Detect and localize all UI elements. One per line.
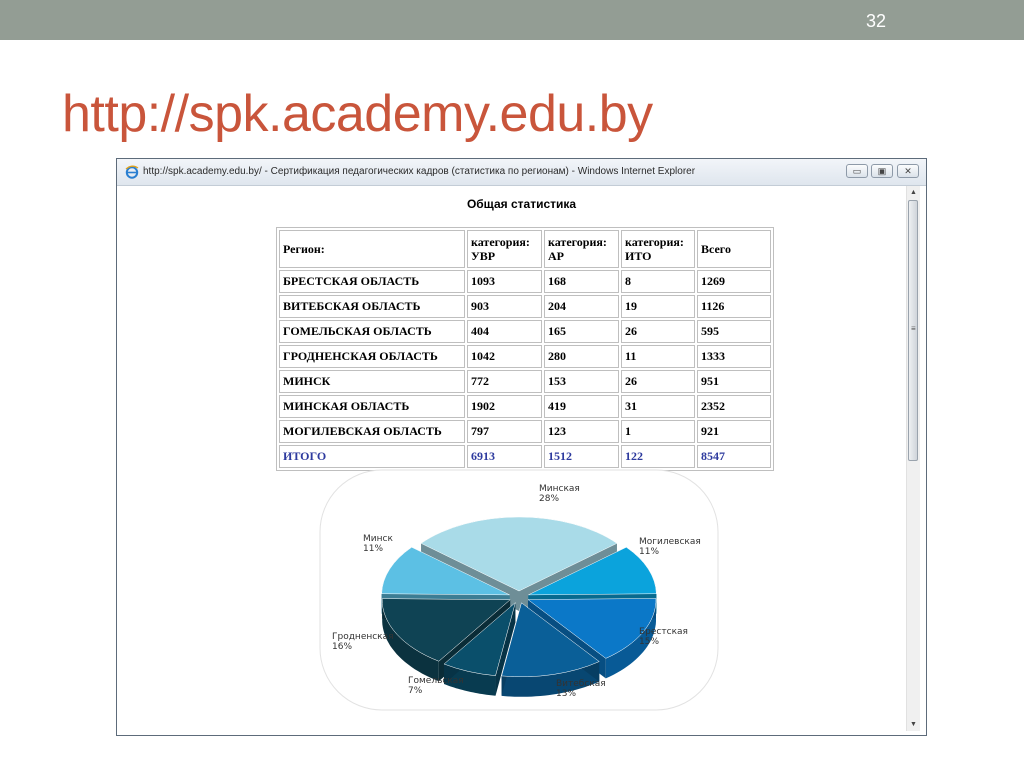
slice-percent: 16% (332, 642, 353, 652)
total-label: ИТОГО (279, 445, 465, 468)
value-cell: 153 (544, 370, 619, 393)
value-cell: 772 (467, 370, 542, 393)
browser-title: http://spk.academy.edu.by/ - Сертификация педагогических кадров (статистика по регионам) - Windows Internet Explorer (143, 166, 696, 177)
value-cell: 1093 (467, 270, 542, 293)
value-cell: 204 (544, 295, 619, 318)
table-total-row (279, 445, 771, 468)
slice-label: Минск (363, 534, 393, 544)
slice-percent: 28% (539, 494, 560, 504)
header-uvr: категория: УВР (467, 230, 542, 268)
slice-label: Гомельская (408, 676, 464, 686)
scroll-thumb[interactable] (908, 200, 918, 461)
value-cell: 19 (621, 295, 695, 318)
slice-label: Могилевская (639, 537, 701, 547)
header-ar: категория: АР (544, 230, 619, 268)
table-row (279, 270, 771, 293)
region-cell: ГОМЕЛЬСКАЯ ОБЛАСТЬ (279, 320, 465, 343)
slice-percent: 15% (639, 637, 660, 647)
region-cell: ВИТЕБСКАЯ ОБЛАСТЬ (279, 295, 465, 318)
slice-percent: 11% (363, 544, 384, 554)
value-cell: 31 (621, 395, 695, 418)
minimize-icon[interactable]: ▭ (846, 164, 868, 178)
maximize-icon[interactable]: ▣ (871, 164, 893, 178)
table-row (279, 420, 771, 443)
value-cell: 8 (621, 270, 695, 293)
close-icon[interactable]: ✕ (897, 164, 919, 178)
value-cell: 951 (697, 370, 771, 393)
total-cell: 1512 (544, 445, 619, 468)
value-cell: 1333 (697, 345, 771, 368)
value-cell: 165 (544, 320, 619, 343)
slide-header-bar (0, 0, 1024, 40)
page-content (123, 186, 907, 734)
region-cell: ГРОДНЕНСКАЯ ОБЛАСТЬ (279, 345, 465, 368)
slice-percent: 7% (408, 686, 423, 696)
slide-number: 32 (865, 11, 886, 31)
scroll-down-icon[interactable]: ▼ (910, 721, 917, 728)
value-cell: 1126 (697, 295, 771, 318)
total-cell: 8547 (697, 445, 771, 468)
value-cell: 1042 (467, 345, 542, 368)
value-cell: 1 (621, 420, 695, 443)
total-cell: 6913 (467, 445, 542, 468)
value-cell: 921 (697, 420, 771, 443)
browser-window (116, 158, 927, 736)
value-cell: 11 (621, 345, 695, 368)
value-cell: 26 (621, 320, 695, 343)
value-cell: 595 (697, 320, 771, 343)
browser-titlebar (117, 159, 926, 186)
header-ito: категория: ИТО (621, 230, 695, 268)
slice-label: Минская (539, 484, 580, 494)
table-row (279, 345, 771, 368)
value-cell: 280 (544, 345, 619, 368)
value-cell: 404 (467, 320, 542, 343)
value-cell: 419 (544, 395, 619, 418)
slice-label: Витебская (556, 679, 606, 689)
region-cell: МИНСКАЯ ОБЛАСТЬ (279, 395, 465, 418)
ie-icon (125, 165, 139, 179)
region-cell: БРЕСТСКАЯ ОБЛАСТЬ (279, 270, 465, 293)
slice-percent: 13% (556, 689, 577, 699)
statistics-table (276, 227, 774, 471)
vertical-scrollbar[interactable] (906, 186, 920, 731)
header-total: Всего (697, 230, 771, 268)
table-row (279, 295, 771, 318)
page-heading: Общая статистика (466, 197, 577, 211)
value-cell: 903 (467, 295, 542, 318)
region-cell: МОГИЛЕВСКАЯ ОБЛАСТЬ (279, 420, 465, 443)
slice-label: Гродненская (332, 632, 394, 642)
pie-chart (319, 469, 719, 713)
value-cell: 797 (467, 420, 542, 443)
value-cell: 168 (544, 270, 619, 293)
region-cell: МИНСК (279, 370, 465, 393)
slice-percent: 11% (639, 547, 660, 557)
value-cell: 26 (621, 370, 695, 393)
total-cell: 122 (621, 445, 695, 468)
table-row (279, 320, 771, 343)
table-header-row (279, 230, 771, 268)
slide-title: http://spk.academy.edu.by (62, 85, 653, 143)
table-row (279, 370, 771, 393)
value-cell: 1902 (467, 395, 542, 418)
slice-label: Брестская (639, 627, 688, 637)
grip-icon: ≡ (911, 324, 916, 333)
value-cell: 2352 (697, 395, 771, 418)
value-cell: 1269 (697, 270, 771, 293)
table-row (279, 395, 771, 418)
scroll-up-icon[interactable]: ▲ (910, 189, 917, 196)
header-region: Регион: (279, 230, 465, 268)
value-cell: 123 (544, 420, 619, 443)
